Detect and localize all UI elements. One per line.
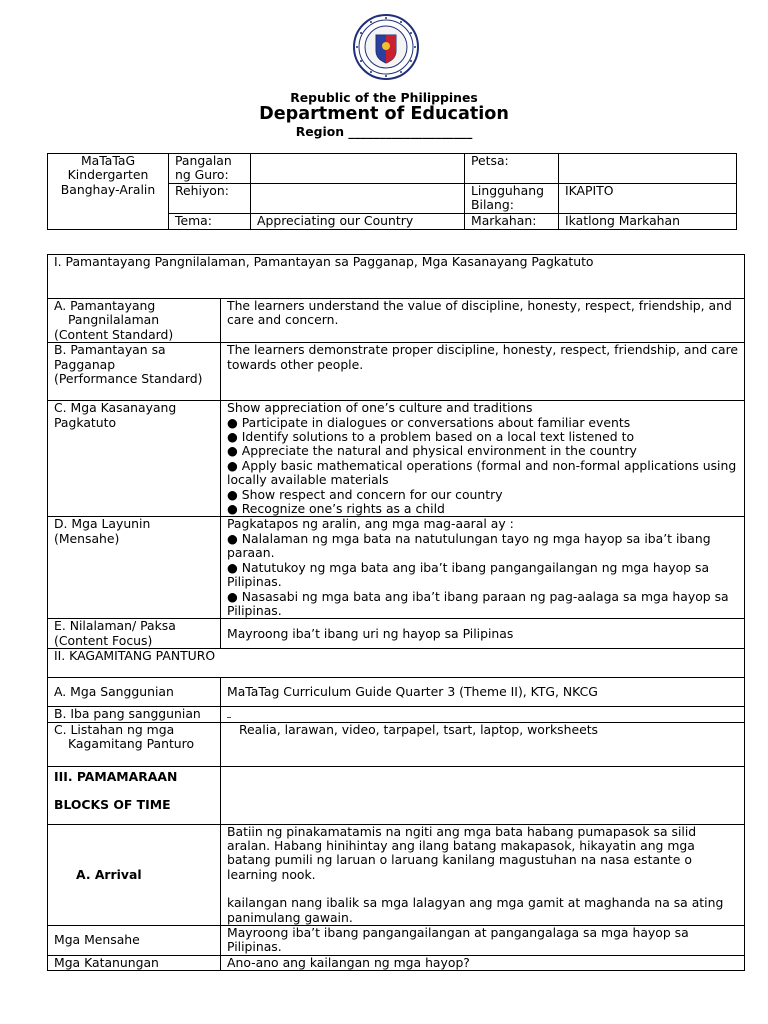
teacher-value[interactable] [251,154,465,184]
content-standard: The learners understand the value of discipline, honesty, respect, friendship, and care and concern. [221,299,745,343]
date-value[interactable] [559,154,737,184]
references: MaTaTag Curriculum Guide Quarter 3 (Theme II), KTG, NKCG [221,678,745,707]
arrival-label: A. Arrival [48,824,221,925]
competencies-label: C. Mga Kasanayang Pagkatuto [48,401,221,517]
info-table [47,153,737,230]
week-value: IKAPITO [559,183,737,213]
objectives-label: D. Mga Layunin (Mensahe) [48,517,221,619]
date-label: Petsa: [465,154,559,184]
performance-standard-label: B. Pamantayan sa Pagganap (Performance Standard) [48,343,221,401]
other-references [221,707,745,722]
materials-label: C. Listahan ng mga Kagamitang Panturo [48,722,221,766]
materials: Realia, larawan, video, tarpapel, tsart, laptop, worksheets [221,722,745,766]
theme-label: Tema: [169,213,251,229]
references-label: A. Mga Sanggunian [48,678,221,707]
link-placeholder[interactable] [227,707,231,718]
performance-standard: The learners demonstrate proper discipline, honesty, respect, friendship, and care towards other people. [221,343,745,401]
questions: Ano-ano ang kailangan ng mga hayop? [221,955,745,970]
messages-label: Mga Mensahe [48,925,221,955]
section-3-heading: III. PAMAMARAAN BLOCKS OF TIME [48,766,221,824]
questions-label: Mga Katanungan [48,955,221,970]
region-heading: Region ____________________ [295,124,473,139]
section-3-blank [221,766,745,824]
plan-title: MaTaTaG Kindergarten Banghay-Aralin [48,154,169,230]
theme-value: Appreciating our Country [251,213,465,229]
region-value[interactable] [251,183,465,213]
content-focus: Mayroong iba’t ibang uri ng hayop sa Pilipinas [221,619,745,649]
messages: Mayroong iba’t ibang pangangailangan at pangangalaga sa mga hayop sa Pilipinas. [221,925,745,955]
other-references-label: B. Iba pang sanggunian [48,707,221,722]
region-label: Rehiyon: [169,183,251,213]
content-standard-label: A. Pamantayang Pangnilalaman (Content Standard) [48,299,221,343]
section-2-heading: II. KAGAMITANG PANTURO [48,649,745,678]
lesson-plan-table [47,254,745,971]
deped-seal-icon [352,13,420,81]
quarter-label: Markahan: [465,213,559,229]
list-item: ● Apply basic mathematical operations (formal and non-formal applications using locally available materials [227,457,737,488]
list-item: ● Show respect and concern for our country [227,486,503,502]
quarter-value: Ikatlong Markahan [559,213,737,229]
list-item: ● Recognize one’s rights as a child [227,501,445,517]
competencies-list: Show appreciation of one’s culture and traditions ● Participate in dialogues or conversations about familiar events ● Identify solutions to a problem based on a local text listened to ● Appreciate the natural and physical environment in the country ● Apply basic mathematical operations (formal and non-formal applications using locally available materials ● Show respect and concern for our country ● Recognize one’s rights as a child [221,401,745,517]
list-item: ● Nasasabi ng mga bata ang iba’t ibang paraan ng pag-aalaga sa mga hayop sa Pilipinas. [227,588,729,618]
objectives-list: Pagkatapos ng aralin, ang mga mag-aaral ay : ● Nalalaman ng mga bata na natutulungan tayo ng mga hayop sa iba’t ibang paraan. ● Natutukoy ng mga bata ang iba’t ibang pangangailangan ng mga hayop sa Pilipinas. ● Nasasabi ng mga bata ang iba’t ibang paraan ng pag-aalaga sa mga hayop sa Pilipinas. [221,517,745,619]
week-label: Lingguhang Bilang: [465,183,559,213]
list-item: ● Participate in dialogues or conversations about familiar events [227,414,631,430]
republic-heading: Republic of the Philippines [290,90,478,105]
section-1-heading: I. Pamantayang Pangnilalaman, Pamantayan sa Pagganap, Mga Kasanayang Pagkatuto [48,255,745,299]
list-item: ● Identify solutions to a problem based on a local text listened to [227,429,635,445]
list-item: ● Nalalaman ng mga bata na natutulungan tayo ng mga hayop sa iba’t ibang paraan. [227,530,711,561]
list-item: ● Appreciate the natural and physical environment in the country [227,443,637,459]
department-heading: Department of Education [259,104,509,124]
arrival-description: Batiin ng pinakamatamis na ngiti ang mga bata habang pumapasok sa silid aralan. Habang hinihintay ang ilang batang makapasok, hikayatin ang mga batang pumili ng laruan o laruang kanilang magustuhan na nasa estante o learning nook. kailangan nang ibalik sa mga lalagyan ang mga gamit at maghanda na sa ating panimulang gawain. [221,824,745,925]
teacher-label: Pangalan ng Guro: [169,154,251,184]
content-focus-label: E. Nilalaman/ Paksa (Content Focus) [48,619,221,649]
list-item: ● Natutukoy ng mga bata ang iba’t ibang pangangailangan ng mga hayop sa Pilipinas. [227,559,710,590]
